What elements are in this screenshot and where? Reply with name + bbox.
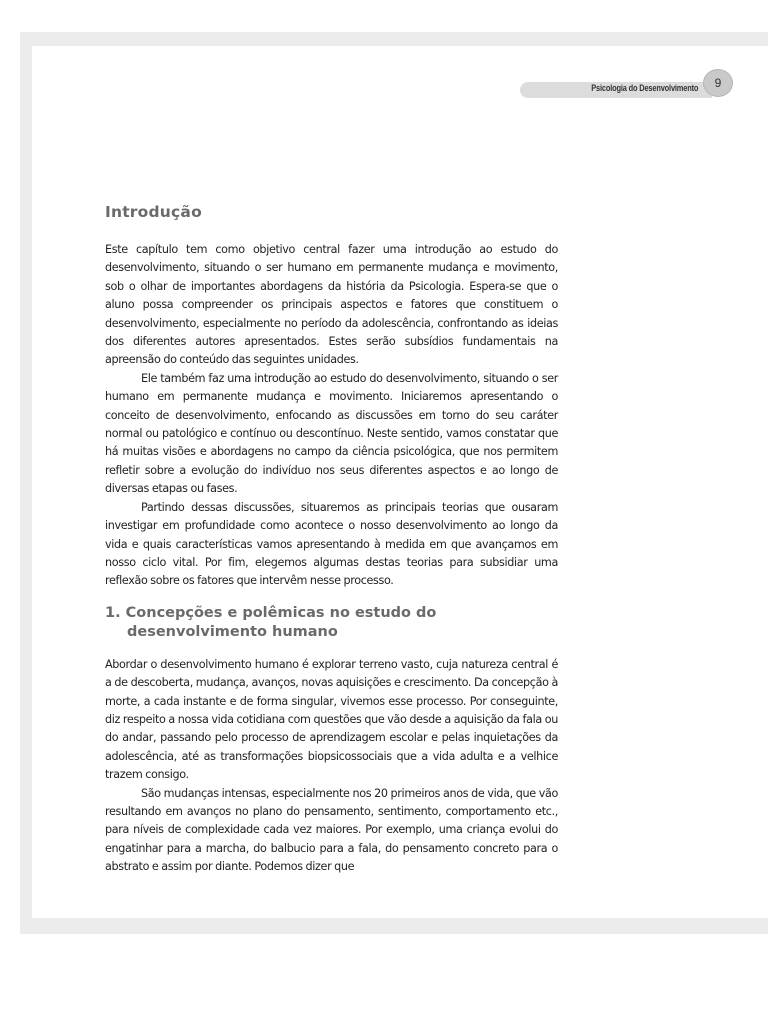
page-content bbox=[105, 203, 558, 877]
running-header-title: Psicologia do Desenvolvimento bbox=[590, 83, 698, 94]
page-number: 9 bbox=[703, 69, 733, 97]
intro-heading: Introdução bbox=[105, 203, 202, 221]
running-header bbox=[520, 82, 712, 98]
section-1-paragraph-1: Abordar o desenvolvimento humano é explorar terreno vasto, cuja natureza central é a de descoberta, mudança, avanços, novas aquisições e crescimento. Da concepção à morte, a cada instante e de forma singular, vivemos esse processo. Por conseguinte, diz respeito a nossa vida cotidiana com questões que vão desde a aquisição da fala ou do andar, passando pelo processo de aprendizagem escolar e pelas inquietações da adolescência, até as transformações biopsicossociais que a vida adulta e a velhice trazem consigo. bbox=[105, 657, 558, 782]
intro-paragraph-3: Partindo dessas discussões, situaremos as principais teorias que ousaram investigar em profundidade como acontece o nosso desenvolvimento ao longo da vida e quais características vamos apresentando à medida em que avançamos em nosso ciclo vital. Por fim, elegemos algumas destas teorias para subsidiar uma reflexão sobre os fatores que intervêm nesse processo. bbox=[105, 500, 558, 588]
section-1-heading: 1. Concepções e polêmicas no estudo do desenvolvimento humano bbox=[105, 604, 437, 640]
intro-paragraph-1: Este capítulo tem como objetivo central fazer uma introdução ao estudo do desenvolvimento, situando o ser humano em permanente mudança e movimento, sob o olhar de importantes abordagens da história da Psicologia. Espera-se que o aluno possa compreender os principais aspectos e fatores que constituem o desenvolvimento, especialmente no período da adolescência, confrontando as ideias dos diferentes autores apresentados. Estes serão subsídios fundamentais na apreensão do conteúdo das seguintes unidades. bbox=[105, 243, 558, 367]
section-1-paragraph-2: São mudanças intensas, especialmente nos 20 primeiros anos de vida, que vão resultando em avanços no plano do pensamento, sentimento, comportamento etc., para níveis de complexidade cada vez maiores. Por exemplo, uma criança evolui do engatinhar para a marcha, do balbucio para a fala, do pensamento concreto para o abstrato e assim por diante. Podemos dizer que bbox=[105, 786, 558, 874]
intro-paragraph-2: Ele também faz uma introdução ao estudo do desenvolvimento, situando o ser humano em permanente mudança e movimento. Iniciaremos apresentando o conceito de desenvolvimento, enfocando as discussões em torno do seu caráter normal ou patológico e contínuo ou descontínuo. Neste sentido, vamos constatar que há muitas visões e abordagens no campo da ciência psicológica, que nos permitem refletir sobre a evolução do indivíduo nos seus diferentes aspectos e ao longo de diversas etapas ou fases. bbox=[105, 371, 558, 496]
